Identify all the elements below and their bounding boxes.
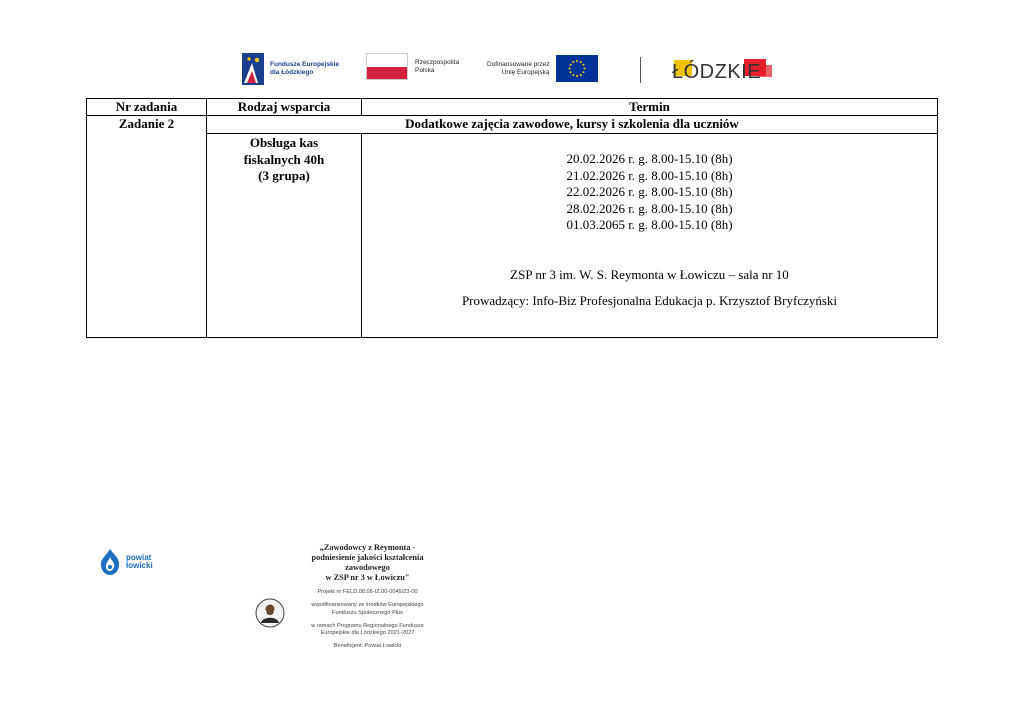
term-cell — [362, 134, 938, 338]
header-rodzaj-wsparcia: Rodzaj wsparcia — [207, 99, 362, 116]
project-info — [280, 543, 455, 651]
support-form-line3: (3 grupa) — [258, 168, 310, 183]
table-header-row — [87, 99, 938, 116]
date-item: 20.02.2026 r. g. 8.00-15.10 (8h) — [566, 151, 733, 166]
fe-logo — [242, 53, 339, 85]
powiat-logo — [98, 548, 153, 576]
task-number: Zadanie 2 — [87, 116, 207, 338]
date-list — [362, 151, 937, 234]
support-form-line1: Obsługa kas — [249, 135, 319, 150]
header-nr-zadania: Nr zadania — [87, 99, 207, 116]
beneficiary: Beneficjent: Powiat Łowicki — [333, 643, 402, 650]
fe-logo-line1: Fundusze Europejskie — [270, 61, 339, 68]
schedule-table — [86, 98, 938, 338]
detail-row — [87, 134, 938, 338]
project-title-line4: w ZSP nr 3 w Łowiczu" — [325, 573, 410, 582]
date-item: 28.02.2026 r. g. 8.00-15.10 (8h) — [566, 200, 733, 216]
project-title-line1: „Zawodowcy z Reymonta - — [319, 543, 416, 552]
date-item: 22.02.2026 r. g. 8.00-15.10 (8h) — [566, 184, 733, 199]
logo-separator — [640, 57, 641, 83]
eu-logo-line2: Unię Europejską — [501, 68, 550, 76]
polish-flag-icon — [366, 53, 408, 80]
rp-logo-line2: Polska — [415, 66, 435, 74]
date-item: 01.03.2065 r. g. 8.00-15.10 (8h) — [566, 217, 733, 232]
project-title-line2: podniesienie jakości kształcenia — [311, 553, 424, 562]
task-row — [87, 116, 938, 134]
support-form-cell — [207, 134, 362, 338]
header-logos — [242, 49, 787, 91]
rp-logo — [366, 53, 459, 80]
powiat-line2: łowicki — [126, 561, 153, 570]
lodzkie-logo — [668, 56, 786, 84]
cofinanced-line1: współfinansowany ze środków Europejskiego — [311, 602, 424, 609]
task-category: Dodatkowe zajęcia zawodowe, kursy i szkolenia dla uczniów — [207, 116, 938, 134]
fe-logo-line2: dla Łódzkiego — [270, 69, 314, 76]
date-item: 21.02.2026 r. g. 8.00-15.10 (8h) — [566, 167, 733, 183]
lodzkie-logo-mark — [668, 56, 786, 84]
eu-flag-icon — [556, 55, 598, 82]
project-title-line3: zawodowego — [345, 563, 390, 572]
header-termin: Termin — [362, 99, 938, 116]
eu-logo — [487, 55, 598, 82]
cofinanced-line2: Funduszu Społecznego Plus — [332, 609, 403, 616]
rp-logo-line1: Rzeczpospolita — [415, 58, 460, 66]
teacher-text: Prowadzący: Info-Biz Profesjonalna Edukacja p. Krzysztof Bryfczyński — [461, 293, 838, 308]
lodzkie-logo-text: ŁÓDZKIE — [672, 61, 762, 83]
powiat-flame-icon — [98, 548, 122, 576]
project-number: Projekt nr FELD.08.08-IZ.00-0045/23-00 — [317, 589, 418, 595]
programme-line1: w ramach Programu Regionalnego Fundusze — [311, 622, 424, 629]
support-form-line2: fiskalnych 40h — [243, 151, 325, 167]
eu-logo-line1: Dofinansowane przez — [487, 60, 550, 68]
fe-logo-mark — [242, 53, 264, 85]
powiat-line1: powiat — [126, 552, 152, 562]
programme-line2: Europejskie dla Łódzkiego 2021-2027 — [320, 630, 415, 637]
location-text: ZSP nr 3 im. W. S. Reymonta w Łowiczu – sala nr 10 — [510, 266, 789, 282]
